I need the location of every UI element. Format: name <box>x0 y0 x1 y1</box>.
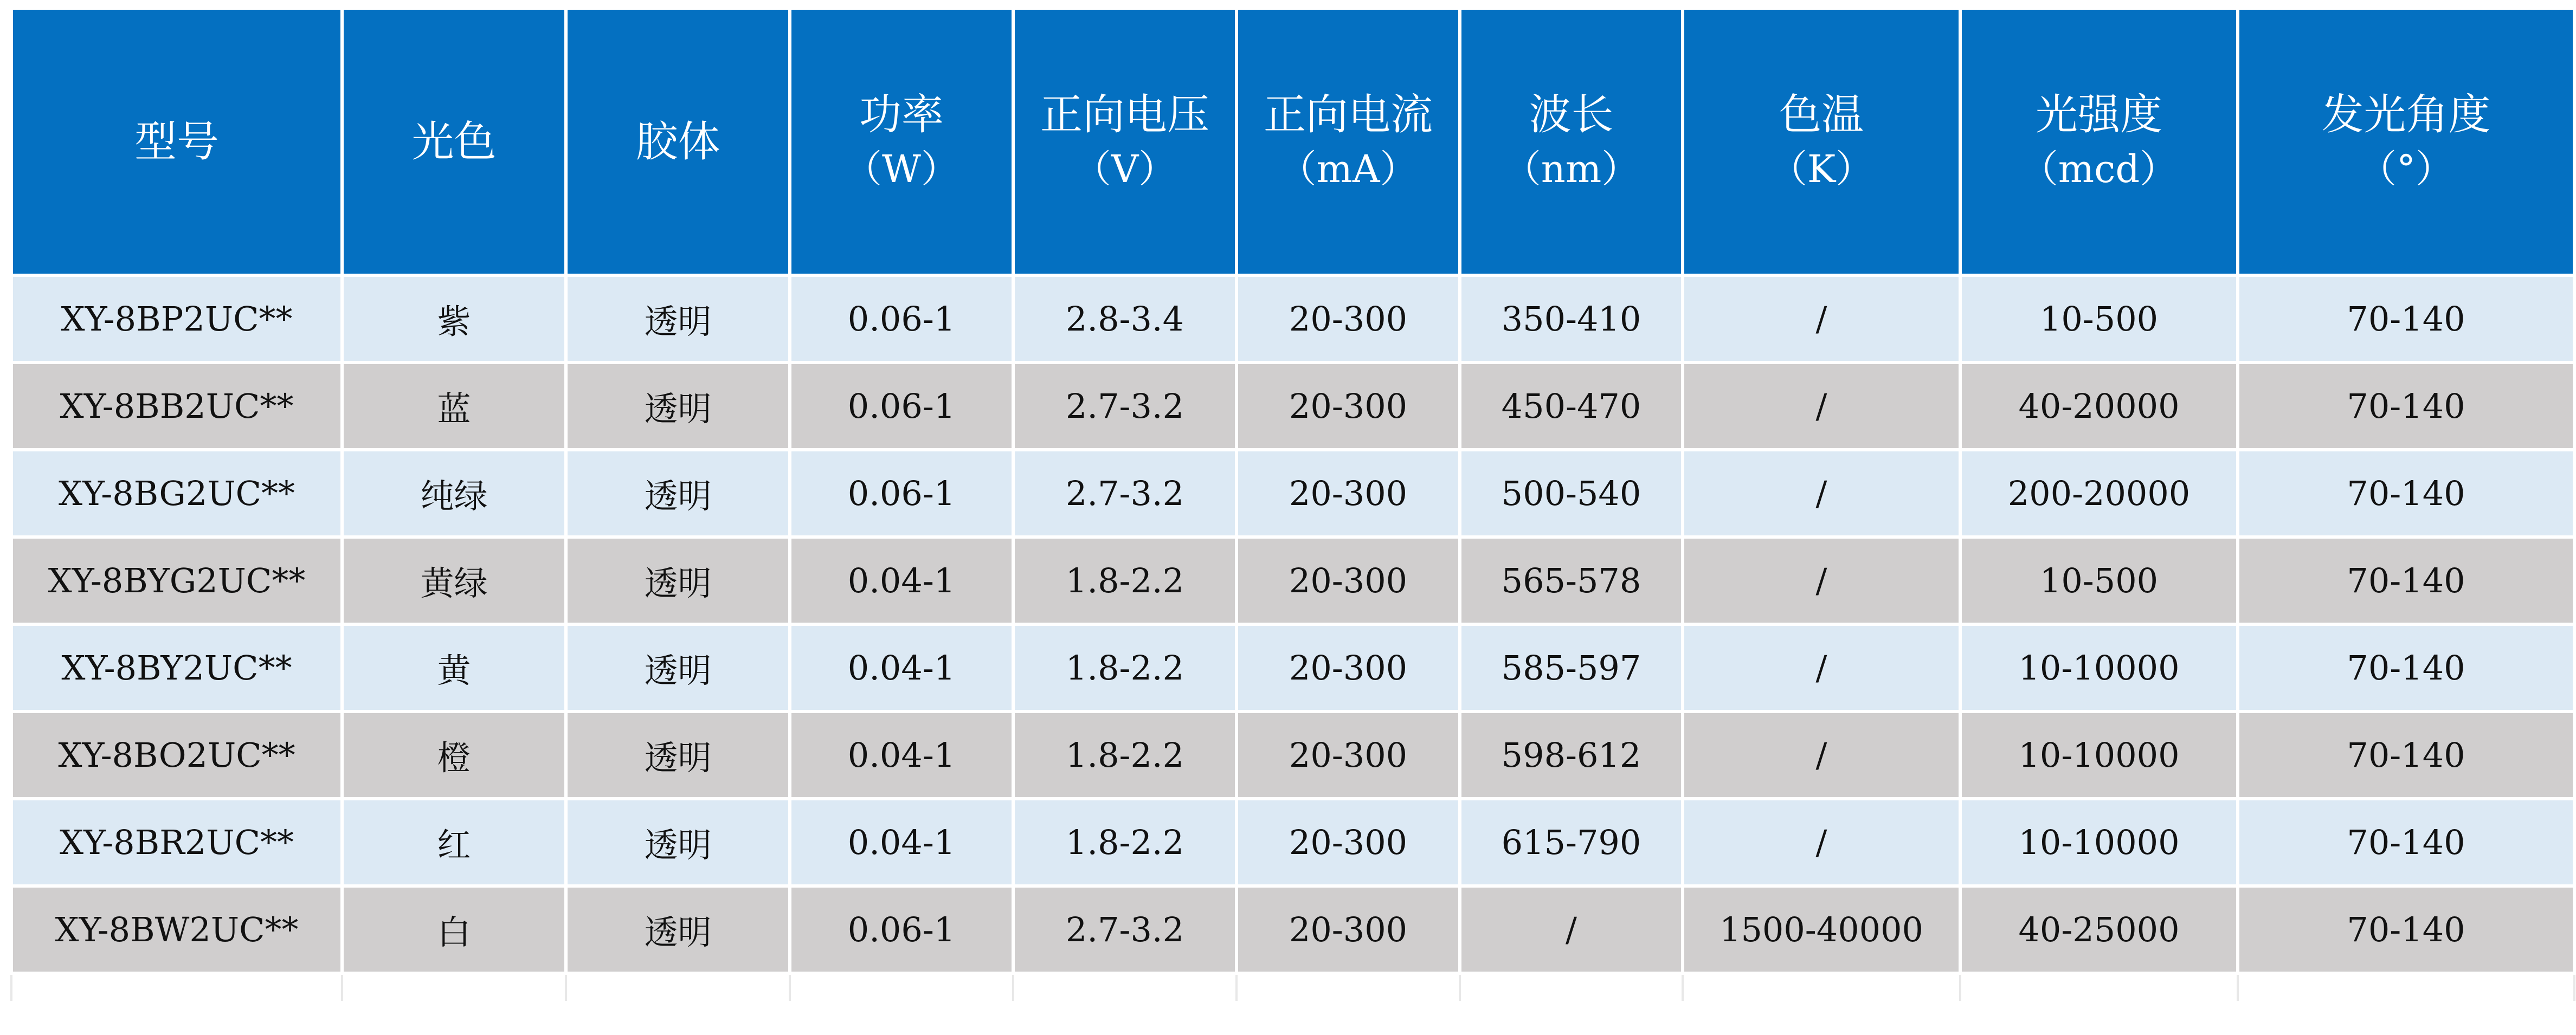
header-unit: （°） <box>2359 146 2453 191</box>
header-wavelength <box>1460 8 1683 275</box>
spacer-cell <box>1013 973 1237 1002</box>
cell-color-temperature: / <box>1683 711 1960 799</box>
header-power <box>790 8 1013 275</box>
cell-light-color: 红 <box>342 799 566 886</box>
cell-forward-voltage: 1.8-2.2 <box>1013 799 1237 886</box>
cell-model: XY-8BO2UC** <box>11 711 342 799</box>
cell-viewing-angle: 70-140 <box>2238 624 2574 711</box>
cell-power: 0.06-1 <box>790 450 1013 537</box>
header-label: 发光角度 <box>2321 90 2491 139</box>
cell-forward-voltage: 1.8-2.2 <box>1013 537 1237 624</box>
header-unit: （V） <box>1073 146 1177 191</box>
cell-luminous-intensity: 10-10000 <box>1960 624 2238 711</box>
header-model <box>11 8 342 275</box>
cell-forward-current: 20-300 <box>1237 799 1460 886</box>
cell-model: XY-8BY2UC** <box>11 624 342 711</box>
header-forward-voltage <box>1013 8 1237 275</box>
cell-forward-current: 20-300 <box>1237 275 1460 363</box>
cell-viewing-angle: 70-140 <box>2238 711 2574 799</box>
cell-encapsulant: 透明 <box>566 711 790 799</box>
header-unit: （K） <box>1769 146 1874 191</box>
cell-wavelength: 598-612 <box>1460 711 1683 799</box>
cell-wavelength: 500-540 <box>1460 450 1683 537</box>
cell-forward-voltage: 2.8-3.4 <box>1013 275 1237 363</box>
table-row <box>11 711 2574 799</box>
table-row <box>11 537 2574 624</box>
cell-wavelength: 450-470 <box>1460 363 1683 450</box>
spacer-cell <box>1683 973 1960 1002</box>
cell-color-temperature: / <box>1683 275 1960 363</box>
header-luminous-intensity <box>1960 8 2238 275</box>
table-footer-spacer <box>11 973 2574 1002</box>
header-encapsulant <box>566 8 790 275</box>
cell-forward-voltage: 2.7-3.2 <box>1013 886 1237 973</box>
cell-viewing-angle: 70-140 <box>2238 363 2574 450</box>
cell-power: 0.06-1 <box>790 275 1013 363</box>
header-label: 光强度 <box>2035 90 2162 139</box>
cell-encapsulant: 透明 <box>566 537 790 624</box>
header-forward-current <box>1237 8 1460 275</box>
cell-viewing-angle: 70-140 <box>2238 537 2574 624</box>
cell-forward-current: 20-300 <box>1237 450 1460 537</box>
cell-color-temperature: 1500-40000 <box>1683 886 1960 973</box>
cell-model: XY-8BYG2UC** <box>11 537 342 624</box>
cell-viewing-angle: 70-140 <box>2238 275 2574 363</box>
cell-power: 0.06-1 <box>790 886 1013 973</box>
table-header <box>11 8 2574 275</box>
spacer-cell <box>11 973 342 1002</box>
header-label: 光色 <box>411 117 497 166</box>
cell-model: XY-8BB2UC** <box>11 363 342 450</box>
header-row <box>11 8 2574 275</box>
cell-wavelength: 585-597 <box>1460 624 1683 711</box>
table-row <box>11 275 2574 363</box>
cell-encapsulant: 透明 <box>566 799 790 886</box>
cell-forward-voltage: 1.8-2.2 <box>1013 711 1237 799</box>
header-label: 正向电压 <box>1040 90 1209 139</box>
cell-forward-current: 20-300 <box>1237 711 1460 799</box>
cell-forward-current: 20-300 <box>1237 886 1460 973</box>
cell-model: XY-8BR2UC** <box>11 799 342 886</box>
spacer-cell <box>790 973 1013 1002</box>
cell-forward-voltage: 1.8-2.2 <box>1013 624 1237 711</box>
cell-wavelength: 565-578 <box>1460 537 1683 624</box>
table-row <box>11 450 2574 537</box>
cell-wavelength: 350-410 <box>1460 275 1683 363</box>
cell-power: 0.06-1 <box>790 363 1013 450</box>
header-unit: （mA） <box>1278 146 1418 191</box>
header-viewing-angle <box>2238 8 2574 275</box>
spacer-cell <box>2238 973 2574 1002</box>
cell-color-temperature: / <box>1683 624 1960 711</box>
header-label: 色温 <box>1779 90 1864 139</box>
cell-encapsulant: 透明 <box>566 275 790 363</box>
cell-viewing-angle: 70-140 <box>2238 886 2574 973</box>
spacer-cell <box>566 973 790 1002</box>
cell-light-color: 黄 <box>342 624 566 711</box>
header-light-color <box>342 8 566 275</box>
table-row <box>11 363 2574 450</box>
header-color-temperature <box>1683 8 1960 275</box>
cell-luminous-intensity: 10-10000 <box>1960 711 2238 799</box>
cell-color-temperature: / <box>1683 799 1960 886</box>
header-label: 正向电流 <box>1263 90 1433 139</box>
header-label: 波长 <box>1529 90 1614 139</box>
cell-light-color: 橙 <box>342 711 566 799</box>
table-row <box>11 624 2574 711</box>
cell-forward-voltage: 2.7-3.2 <box>1013 363 1237 450</box>
cell-viewing-angle: 70-140 <box>2238 799 2574 886</box>
cell-model: XY-8BP2UC** <box>11 275 342 363</box>
table-row <box>11 886 2574 973</box>
cell-wavelength: / <box>1460 886 1683 973</box>
cell-model: XY-8BW2UC** <box>11 886 342 973</box>
cell-light-color: 黄绿 <box>342 537 566 624</box>
cell-light-color: 白 <box>342 886 566 973</box>
cell-luminous-intensity: 40-25000 <box>1960 886 2238 973</box>
header-label: 功率 <box>859 90 944 139</box>
spacer-cell <box>1237 973 1460 1002</box>
cell-luminous-intensity: 10-500 <box>1960 275 2238 363</box>
header-unit: （nm） <box>1503 146 1640 191</box>
cell-luminous-intensity: 40-20000 <box>1960 363 2238 450</box>
spacer-cell <box>1460 973 1683 1002</box>
cell-wavelength: 615-790 <box>1460 799 1683 886</box>
cell-power: 0.04-1 <box>790 537 1013 624</box>
cell-luminous-intensity: 200-20000 <box>1960 450 2238 537</box>
spacer-cell <box>342 973 566 1002</box>
cell-encapsulant: 透明 <box>566 886 790 973</box>
header-unit: （W） <box>844 146 959 191</box>
header-label: 型号 <box>134 117 219 166</box>
cell-viewing-angle: 70-140 <box>2238 450 2574 537</box>
cell-encapsulant: 透明 <box>566 624 790 711</box>
spacer-cell <box>1960 973 2238 1002</box>
cell-power: 0.04-1 <box>790 711 1013 799</box>
table-body <box>11 275 2574 1002</box>
cell-luminous-intensity: 10-500 <box>1960 537 2238 624</box>
table-row <box>11 799 2574 886</box>
led-spec-table <box>10 7 2576 1004</box>
header-unit: （mcd） <box>2020 146 2178 191</box>
cell-forward-voltage: 2.7-3.2 <box>1013 450 1237 537</box>
header-label: 胶体 <box>635 117 720 166</box>
cell-color-temperature: / <box>1683 450 1960 537</box>
cell-forward-current: 20-300 <box>1237 624 1460 711</box>
cell-light-color: 紫 <box>342 275 566 363</box>
cell-light-color: 蓝 <box>342 363 566 450</box>
cell-color-temperature: / <box>1683 537 1960 624</box>
cell-forward-current: 20-300 <box>1237 363 1460 450</box>
cell-luminous-intensity: 10-10000 <box>1960 799 2238 886</box>
cell-color-temperature: / <box>1683 363 1960 450</box>
cell-model: XY-8BG2UC** <box>11 450 342 537</box>
cell-power: 0.04-1 <box>790 624 1013 711</box>
cell-forward-current: 20-300 <box>1237 537 1460 624</box>
cell-encapsulant: 透明 <box>566 450 790 537</box>
cell-encapsulant: 透明 <box>566 363 790 450</box>
cell-light-color: 纯绿 <box>342 450 566 537</box>
cell-power: 0.04-1 <box>790 799 1013 886</box>
